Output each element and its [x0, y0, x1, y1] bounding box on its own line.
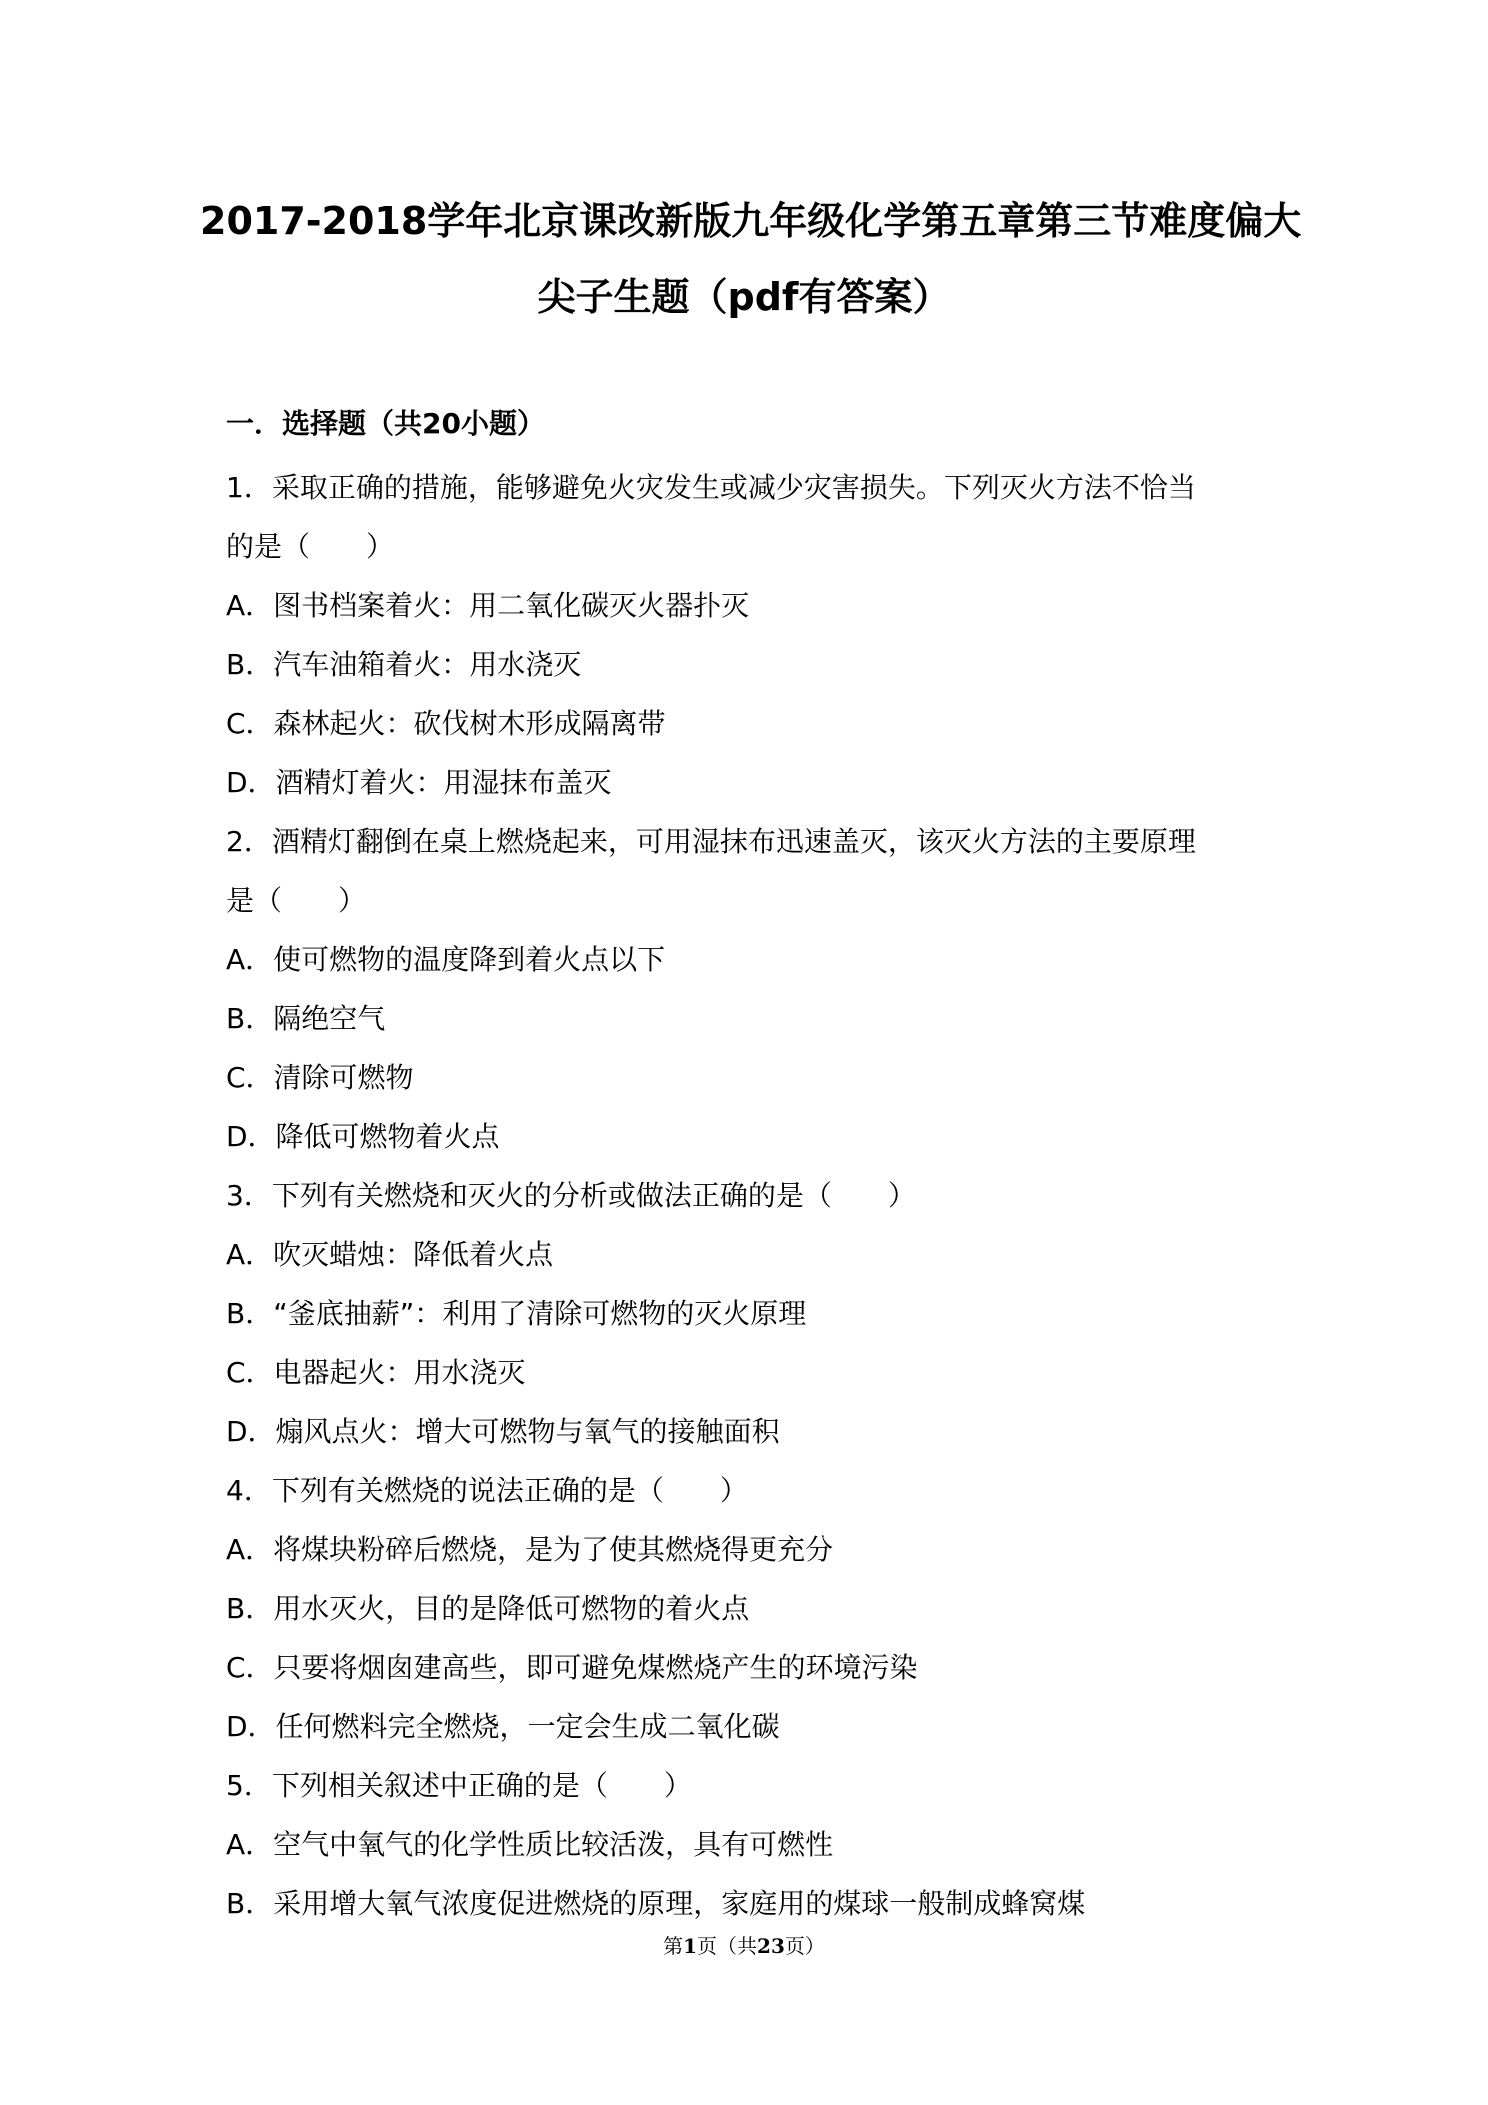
- text-line: B．采用增大氧气浓度促进燃烧的原理，家庭用的煤球一般制成蜂窝煤: [226, 1887, 1086, 1920]
- footer-current-page: 1: [683, 1934, 698, 1958]
- text-line: B．用水灭火，目的是降低可燃物的着火点: [226, 1592, 750, 1625]
- text-line: 2．酒精灯翻倒在桌上燃烧起来，可用湿抹布迅速盖灭，该灭火方法的主要原理: [226, 825, 1196, 858]
- footer-suffix: 页）: [784, 1934, 825, 1958]
- text-line: C．森林起火：砍伐树木形成隔离带: [226, 707, 666, 740]
- document-title-line-1: 2017-2018学年北京课改新版九年级化学第五章第三节难度偏大: [200, 199, 1302, 243]
- text-line: B．汽车油箱着火：用水浇灭: [226, 648, 582, 681]
- section-heading: 一．选择题（共20小题）: [226, 407, 545, 440]
- text-line: C．清除可燃物: [226, 1061, 414, 1094]
- text-line: A．吹灭蜡烛：降低着火点: [226, 1238, 554, 1271]
- document-title-line-2: 尖子生题（pdf有答案）: [537, 275, 951, 319]
- text-line: A．图书档案着火：用二氧化碳灭火器扑灭: [226, 589, 750, 622]
- text-line: D．酒精灯着火：用湿抹布盖灭: [226, 766, 612, 799]
- footer-middle: 页（共: [697, 1934, 758, 1958]
- text-line: 是（ ）: [226, 884, 367, 917]
- question-body: [226, 458, 1276, 1933]
- text-line: A．使可燃物的温度降到着火点以下: [226, 943, 666, 976]
- text-line: C．电器起火：用水浇灭: [226, 1356, 526, 1389]
- text-line: A．空气中氧气的化学性质比较活泼，具有可燃性: [226, 1828, 834, 1861]
- footer-total-pages: 23: [757, 1934, 785, 1958]
- text-line: B．隔绝空气: [226, 1002, 386, 1035]
- text-line: 的是（ ）: [226, 530, 395, 563]
- text-line: C．只要将烟囱建高些，即可避免煤燃烧产生的环境污染: [226, 1651, 918, 1684]
- text-line: B．“釜底抽薪”：利用了清除可燃物的灭火原理: [226, 1297, 807, 1330]
- footer-prefix: 第: [663, 1934, 684, 1958]
- text-line: 3．下列有关燃烧和灭火的分析或做法正确的是（ ）: [226, 1179, 916, 1212]
- text-line: 5．下列相关叙述中正确的是（ ）: [226, 1769, 692, 1802]
- text-line: 4．下列有关燃烧的说法正确的是（ ）: [226, 1474, 748, 1507]
- text-line: D．煽风点火：增大可燃物与氧气的接触面积: [226, 1415, 780, 1448]
- text-line: A．将煤块粉碎后燃烧，是为了使其燃烧得更充分: [226, 1533, 834, 1566]
- text-line: D．降低可燃物着火点: [226, 1120, 500, 1153]
- text-line: D．任何燃料完全燃烧，一定会生成二氧化碳: [226, 1710, 780, 1743]
- text-line: 1．采取正确的措施，能够避免火灾发生或减少灾害损失。下列灭火方法不恰当: [226, 471, 1196, 504]
- page-footer: [0, 1932, 1488, 1960]
